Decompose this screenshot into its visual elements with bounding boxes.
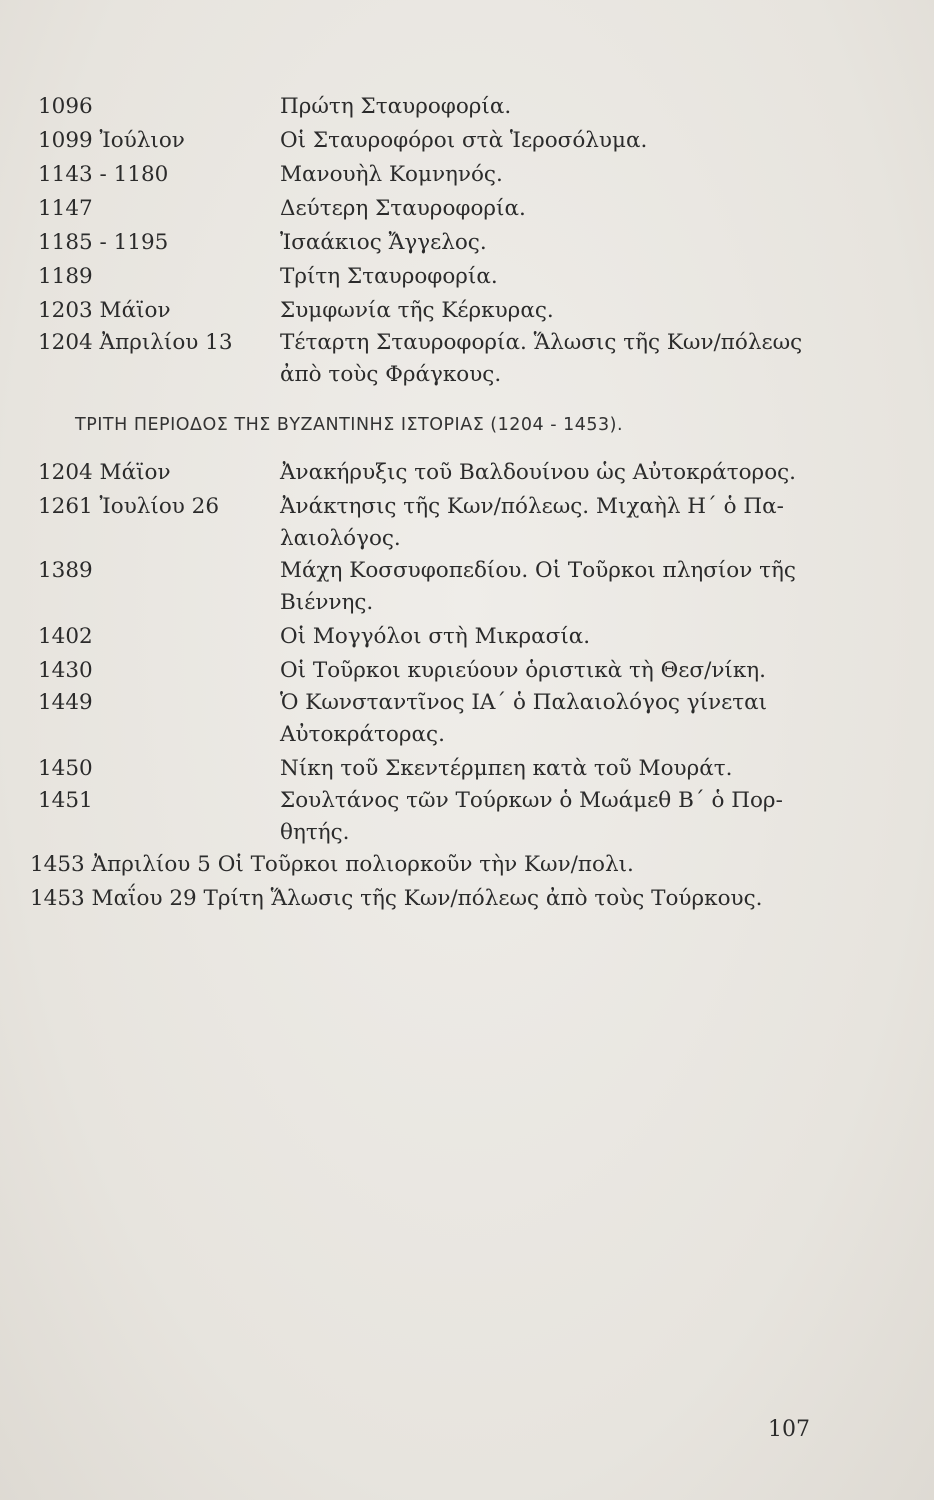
entry-date: 1402 — [38, 624, 93, 649]
entry-date: 1204 Μάϊον — [38, 460, 171, 485]
entry-date: 1147 — [38, 196, 93, 221]
entry-event: Τρίτη Σταυροφορία. — [280, 264, 498, 289]
entry-event: Συμφωνία τῆς Κέρκυρας. — [280, 298, 554, 323]
entry-event: Ὁ Κωνσταντῖνος ΙΑ΄ ὁ Παλαιολόγος γίνεται — [280, 690, 768, 715]
entry-event-continuation: Βιέννης. — [280, 590, 374, 615]
entry-event: Οἱ Τοῦρκοι κυριεύουν ὁριστικὰ τὴ Θεσ/νίκη. — [280, 658, 766, 683]
entry-date: 1430 — [38, 658, 93, 683]
entry-event-continuation: λαιολόγος. — [280, 526, 401, 551]
entry-event: Τέταρτη Σταυροφορία. Ἅλωσις τῆς Κων/πόλεως — [280, 330, 803, 355]
entry-event: Σουλτάνος τῶν Τούρκων ὁ Μωάμεθ Β΄ ὁ Πορ- — [280, 788, 783, 813]
entry-date: 1099 Ἰούλιον — [38, 128, 185, 153]
entry-event: Πρώτη Σταυροφορία. — [280, 94, 512, 119]
entry-date: 1450 — [38, 756, 93, 781]
entry-event-continuation: ἀπὸ τοὺς Φράγκους. — [280, 362, 502, 387]
period-heading: ΤΡΙΤΗ ΠΕΡΙΟΔΟΣ ΤΗΣ ΒΥΖΑΝΤΙΝΗΣ ΙΣΤΟΡΙΑΣ (1204 - 1453). — [75, 415, 624, 435]
entry-date: 1189 — [38, 264, 93, 289]
entry-date: 1143 - 1180 — [38, 162, 169, 187]
entry-event: Οἱ Σταυροφόροι στὰ Ἱεροσόλυμα. — [280, 128, 648, 153]
entry-event: Ἀνάκτησις τῆς Κων/πόλεως. Μιχαὴλ Η΄ ὁ Πα- — [280, 494, 784, 519]
final-entry: 1453 Μαΐου 29 Τρίτη Ἅλωσις τῆς Κων/πόλεως ἀπὸ τοὺς Τούρκους. — [30, 886, 763, 911]
entry-date: 1204 Ἀπριλίου 13 — [38, 330, 233, 355]
entry-date: 1185 - 1195 — [38, 230, 169, 255]
entry-event: Ἀνακήρυξις τοῦ Βαλδουίνου ὡς Αὐτοκράτορος. — [280, 460, 797, 485]
entry-date: 1451 — [38, 788, 93, 813]
entry-event: Δεύτερη Σταυροφορία. — [280, 196, 526, 221]
entry-date: 1261 Ἰουλίου 26 — [38, 494, 220, 519]
entry-event-continuation: θητής. — [280, 820, 350, 845]
page-number: 107 — [768, 1417, 810, 1442]
entry-date: 1449 — [38, 690, 93, 715]
entry-date: 1096 — [38, 94, 93, 119]
entry-date: 1389 — [38, 558, 93, 583]
entry-event: Ἰσαάκιος Ἄγγελος. — [280, 230, 487, 255]
final-entry: 1453 Ἀπριλίου 5 Οἱ Τοῦρκοι πολιορκοῦν τὴν Κων/πολι. — [30, 852, 634, 877]
entry-event: Μάχη Κοσσυφοπεδίου. Οἱ Τοῦρκοι πλησίον τῆς — [280, 558, 796, 583]
entry-event-continuation: Αὐτοκράτορας. — [280, 722, 445, 747]
entry-event: Οἱ Μογγόλοι στὴ Μικρασία. — [280, 624, 591, 649]
entry-event: Νίκη τοῦ Σκεντέρμπεη κατὰ τοῦ Μουράτ. — [280, 756, 733, 781]
entry-date: 1203 Μάϊον — [38, 298, 171, 323]
entry-event: Μανουὴλ Κομνηνός. — [280, 162, 503, 187]
